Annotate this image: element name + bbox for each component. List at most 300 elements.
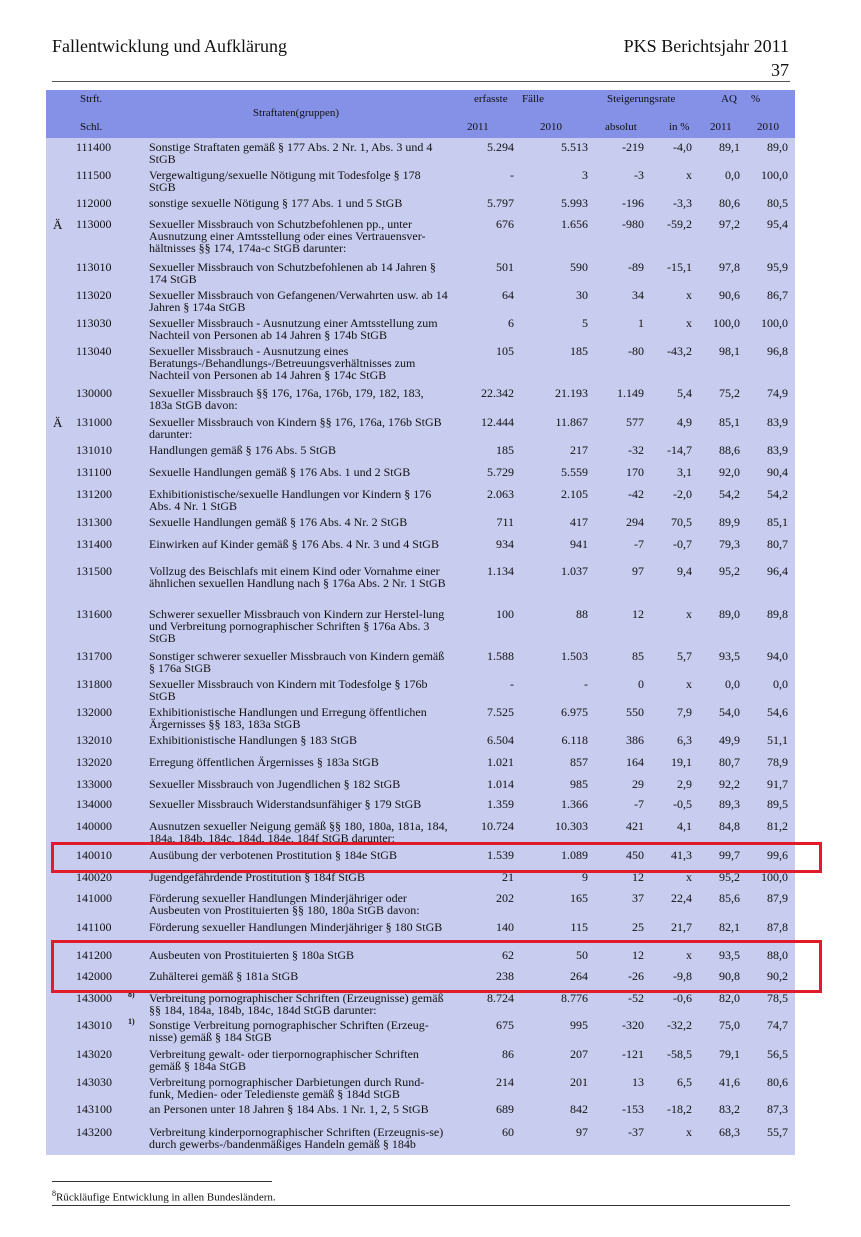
row-cases-2010: 30 <box>576 288 588 302</box>
row-cases-2010: 9 <box>582 870 588 884</box>
row-clearance-2010: 74,9 <box>767 386 788 400</box>
row-change-absolute: -196 <box>622 196 644 210</box>
row-change-absolute: 294 <box>626 515 644 529</box>
row-change-percent: 5,4 <box>677 386 692 400</box>
row-change-percent: 4,1 <box>677 819 692 833</box>
row-change-absolute: 577 <box>626 415 644 429</box>
col-in-pct: in % <box>669 121 690 133</box>
row-cases-2010: 2.105 <box>561 487 588 501</box>
row-clearance-2011: 82,1 <box>719 920 740 934</box>
table-header <box>46 90 795 138</box>
row-cases-2011: 1.134 <box>487 564 514 578</box>
row-cases-2010: 207 <box>570 1047 588 1061</box>
row-clearance-2010: 78,9 <box>767 755 788 769</box>
row-clearance-2011: 90,6 <box>719 288 740 302</box>
row-change-absolute: -7 <box>634 797 644 811</box>
row-code: 131200 <box>76 487 112 501</box>
row-description: Sexuelle Handlungen gemäß § 176 Abs. 4 Nr. 2 StGB <box>149 515 408 529</box>
row-change-percent: -9,8 <box>673 969 692 983</box>
row-change-percent: 3,1 <box>677 465 692 479</box>
row-cases-2011: 5.729 <box>487 465 514 479</box>
row-clearance-2010: 88,0 <box>767 948 788 962</box>
row-code: 131400 <box>76 537 112 551</box>
row-cases-2011: 100 <box>496 607 514 621</box>
row-clearance-2011: 89,0 <box>719 607 740 621</box>
row-clearance-2011: 98,1 <box>719 344 740 358</box>
col-steigerungsrate: Steigerungsrate <box>607 93 676 105</box>
row-cases-2010: 842 <box>570 1102 588 1116</box>
row-clearance-2011: 92,2 <box>719 777 740 791</box>
row-change-absolute: 37 <box>632 891 644 905</box>
row-cases-2010: 5.559 <box>561 465 588 479</box>
row-clearance-2010: 87,9 <box>767 891 788 905</box>
row-change-absolute: 12 <box>632 948 644 962</box>
col-straftaten: Straftaten(gruppen) <box>252 107 340 119</box>
header-rule <box>52 81 790 82</box>
row-change-absolute: 25 <box>632 920 644 934</box>
row-description: sonstige sexuelle Nötigung § 177 Abs. 1 und 5 StGB <box>149 196 403 210</box>
row-change-percent: -18,2 <box>667 1102 692 1116</box>
row-clearance-2010: 90,4 <box>767 465 788 479</box>
row-cases-2010: 590 <box>570 260 588 274</box>
row-clearance-2011: 41,6 <box>719 1075 740 1089</box>
row-change-percent: -0,5 <box>673 797 692 811</box>
row-code: 143010 <box>76 1018 112 1032</box>
row-clearance-2010: 94,0 <box>767 649 788 663</box>
col-faelle: Fälle <box>522 93 544 105</box>
row-cases-2011: 1.588 <box>487 649 514 663</box>
row-description: Exhibitionistische Handlungen § 183 StGB <box>149 733 357 747</box>
row-description: Sonstige Verbreitung pornographischer Schriften (Erzeug-nisse) gemäß § 184 StGB <box>149 1018 429 1044</box>
row-clearance-2010: 54,2 <box>767 487 788 501</box>
row-change-percent: x <box>686 1125 692 1139</box>
row-change-absolute: -26 <box>628 969 644 983</box>
row-change-percent: x <box>686 948 692 962</box>
row-description: Sexueller Missbrauch §§ 176, 176a, 176b, 179, 182, 183, 183a StGB davon: <box>149 386 424 412</box>
row-change-absolute: 1.149 <box>617 386 644 400</box>
row-cases-2010: 165 <box>570 891 588 905</box>
row-description: Förderung sexueller Handlungen Minderjähriger oder Ausbeuten von Prostituierten §§ 180, 180a StGB davon: <box>149 891 420 917</box>
row-clearance-2010: 80,7 <box>767 537 788 551</box>
row-description: Exhibitionistische Handlungen und Erregung öffentlichen Ärgernisses §§ 183, 183a StGB <box>149 705 427 731</box>
row-code: 111400 <box>76 140 112 154</box>
row-description: Zuhälterei gemäß § 181a StGB <box>149 969 299 983</box>
row-code: 141100 <box>76 920 112 934</box>
row-clearance-2011: 0,0 <box>725 677 740 691</box>
row-clearance-2011: 97,2 <box>719 217 740 231</box>
col-strft: Strft. <box>80 93 103 105</box>
row-cases-2010: 115 <box>570 920 588 934</box>
row-cases-2010: 995 <box>570 1018 588 1032</box>
row-change-absolute: 97 <box>632 564 644 578</box>
footnote <box>52 1189 276 1204</box>
row-description: Sexueller Missbrauch Widerstandsunfähiger § 179 StGB <box>149 797 422 811</box>
row-clearance-2010: 100,0 <box>761 316 788 330</box>
row-clearance-2010: 100,0 <box>761 168 788 182</box>
bottom-rule <box>52 1205 790 1206</box>
highlight-box-140010 <box>51 842 822 873</box>
row-change-absolute: 164 <box>626 755 644 769</box>
row-cases-2011: 934 <box>496 537 514 551</box>
col-2010: 2010 <box>540 121 562 133</box>
row-clearance-2011: 89,9 <box>719 515 740 529</box>
row-change-absolute: 85 <box>632 649 644 663</box>
row-cases-2011: 238 <box>496 969 514 983</box>
row-cases-2011: 711 <box>496 515 514 529</box>
row-code: 141000 <box>76 891 112 905</box>
row-clearance-2011: 85,6 <box>719 891 740 905</box>
row-clearance-2011: 85,1 <box>719 415 740 429</box>
row-description: Sexueller Missbrauch von Schutzbefohlenen ab 14 Jahren § 174 StGB <box>149 260 436 286</box>
row-code: 131100 <box>76 465 112 479</box>
row-description: Sexueller Missbrauch - Ausnutzung einer Amtsstellung zum Nachteil von Personen ab 14 Jahren § 174b StGB <box>149 316 438 342</box>
row-cases-2010: 97 <box>576 1125 588 1139</box>
row-code: 132010 <box>76 733 112 747</box>
row-code: 131700 <box>76 649 112 663</box>
row-cases-2011: 105 <box>496 344 514 358</box>
row-cases-2010: 1.656 <box>561 217 588 231</box>
row-clearance-2010: 89,0 <box>767 140 788 154</box>
row-clearance-2010: 81,2 <box>767 819 788 833</box>
row-description: Sexueller Missbrauch von Jugendlichen § 182 StGB <box>149 777 401 791</box>
row-change-percent: -3,3 <box>673 196 692 210</box>
row-description: Schwerer sexueller Missbrauch von Kindern zur Herstel-lung und Verbreitung pornographischer Schriften § 176a Abs. 3 StGB <box>149 607 445 645</box>
row-cases-2011: 6 <box>508 316 514 330</box>
row-clearance-2010: 80,6 <box>767 1075 788 1089</box>
col-aq: AQ <box>721 93 737 105</box>
row-cases-2011: 202 <box>496 891 514 905</box>
row-code: 141200 <box>76 948 112 962</box>
row-clearance-2010: 100,0 <box>761 870 788 884</box>
row-change-percent: 7,9 <box>677 705 692 719</box>
row-change-absolute: -219 <box>622 140 644 154</box>
row-change-absolute: 13 <box>632 1075 644 1089</box>
row-cases-2011: 10.724 <box>481 819 514 833</box>
row-code: 143200 <box>76 1125 112 1139</box>
row-change-percent: -59,2 <box>667 217 692 231</box>
row-cases-2011: 12.444 <box>481 415 514 429</box>
row-change-absolute: 170 <box>626 465 644 479</box>
row-cases-2011: 5.294 <box>487 140 514 154</box>
page-header-report: PKS Berichtsjahr 2011 <box>623 36 789 56</box>
row-cases-2010: 857 <box>570 755 588 769</box>
row-code: 131600 <box>76 607 112 621</box>
row-clearance-2011: 93,5 <box>719 948 740 962</box>
row-cases-2010: 1.503 <box>561 649 588 663</box>
row-cases-2011: - <box>510 168 514 182</box>
row-code: 142000 <box>76 969 112 983</box>
row-description: Sexueller Missbrauch von Gefangenen/Verwahrten usw. ab 14 Jahren § 174a StGB <box>149 288 448 314</box>
row-clearance-2011: 95,2 <box>719 564 740 578</box>
row-clearance-2010: 90,2 <box>767 969 788 983</box>
row-description: Ausnutzen sexueller Neigung gemäß §§ 180, 180a, 181a, 184, 184a, 184b, 184c, 184d, 184e, 184f StGB darunter: <box>149 819 448 845</box>
row-change-absolute: -80 <box>628 344 644 358</box>
row-clearance-2011: 82,0 <box>719 991 740 1005</box>
row-code: 140010 <box>76 848 112 862</box>
row-description: Ausbeuten von Prostituierten § 180a StGB <box>149 948 354 962</box>
row-clearance-2011: 68,3 <box>719 1125 740 1139</box>
row-cases-2010: 88 <box>576 607 588 621</box>
row-cases-2010: 217 <box>570 443 588 457</box>
row-cases-2011: - <box>510 677 514 691</box>
row-clearance-2010: 74,7 <box>767 1018 788 1032</box>
crime-statistics-table <box>46 90 795 1155</box>
row-description: Vergewaltigung/sexuelle Nötigung mit Todesfolge § 178 StGB <box>149 168 421 194</box>
row-clearance-2010: 80,5 <box>767 196 788 210</box>
row-cases-2010: 6.975 <box>561 705 588 719</box>
row-clearance-2010: 83,9 <box>767 415 788 429</box>
row-description: Förderung sexueller Handlungen Minderjähriger § 180 StGB <box>149 920 443 934</box>
row-change-percent: -0,7 <box>673 537 692 551</box>
row-clearance-2010: 55,7 <box>767 1125 788 1139</box>
row-change-percent: 6,5 <box>677 1075 692 1089</box>
row-clearance-2010: 89,5 <box>767 797 788 811</box>
row-change-percent: x <box>686 168 692 182</box>
row-change-absolute: 386 <box>626 733 644 747</box>
row-cases-2011: 60 <box>502 1125 514 1139</box>
row-clearance-2010: 51,1 <box>767 733 788 747</box>
row-cases-2011: 1.359 <box>487 797 514 811</box>
row-change-percent: -32,2 <box>667 1018 692 1032</box>
row-code: 113000 <box>76 217 112 231</box>
row-clearance-2011: 88,6 <box>719 443 740 457</box>
row-change-absolute: 12 <box>632 870 644 884</box>
row-code: 131300 <box>76 515 112 529</box>
row-change-percent: 19,1 <box>671 755 692 769</box>
row-change-percent: -58,5 <box>667 1047 692 1061</box>
row-code: 131500 <box>76 564 112 578</box>
row-clearance-2011: 90,8 <box>719 969 740 983</box>
row-change-absolute: -980 <box>622 217 644 231</box>
row-clearance-2011: 97,8 <box>719 260 740 274</box>
row-change-absolute: -3 <box>634 168 644 182</box>
row-change-percent: 70,5 <box>671 515 692 529</box>
row-code: 113020 <box>76 288 112 302</box>
row-description: Sexueller Missbrauch von Kindern mit Todesfolge § 176b StGB <box>149 677 428 703</box>
row-cases-2011: 8.724 <box>487 991 514 1005</box>
row-clearance-2010: 95,4 <box>767 217 788 231</box>
row-clearance-2010: 54,6 <box>767 705 788 719</box>
row-change-percent: 41,3 <box>671 848 692 862</box>
row-clearance-2010: 99,6 <box>767 848 788 862</box>
row-clearance-2011: 95,2 <box>719 870 740 884</box>
row-change-absolute: -32 <box>628 443 644 457</box>
row-cases-2010: 50 <box>576 948 588 962</box>
row-change-absolute: 0 <box>638 677 644 691</box>
row-cases-2011: 22.342 <box>481 386 514 400</box>
row-clearance-2011: 93,5 <box>719 649 740 663</box>
col-aq-2010: 2010 <box>757 121 779 133</box>
row-cases-2010: 5.993 <box>561 196 588 210</box>
row-description: Verbreitung pornographischer Darbietungen durch Rund-funk, Medien- oder Teledienste gemäß § 184d StGB <box>149 1075 425 1101</box>
row-cases-2011: 185 <box>496 443 514 457</box>
row-change-percent: 22,4 <box>671 891 692 905</box>
row-clearance-2010: 0,0 <box>773 677 788 691</box>
row-cases-2010: 8.776 <box>561 991 588 1005</box>
row-clearance-2011: 75,0 <box>719 1018 740 1032</box>
row-cases-2010: 264 <box>570 969 588 983</box>
row-cases-2010: 3 <box>582 168 588 182</box>
row-change-percent: 2,9 <box>677 777 692 791</box>
row-clearance-2011: 80,6 <box>719 196 740 210</box>
row-cases-2011: 86 <box>502 1047 514 1061</box>
row-description: Sexuelle Handlungen gemäß § 176 Abs. 1 und 2 StGB <box>149 465 411 479</box>
row-code: 131800 <box>76 677 112 691</box>
row-clearance-2010: 86,7 <box>767 288 788 302</box>
row-description: Sexueller Missbrauch - Ausnutzung eines Beratungs-/Behandlungs-/Betreuungsverhältnisses zum Nachteil von Personen ab 14 Jahren § 174c StGB <box>149 344 416 382</box>
footnote-text: Rückläufige Entwicklung in allen Bundesländern. <box>56 1191 276 1204</box>
col-aq-2011: 2011 <box>710 121 732 133</box>
row-cases-2011: 1.021 <box>487 755 514 769</box>
row-cases-2010: 1.037 <box>561 564 588 578</box>
row-clearance-2010: 89,8 <box>767 607 788 621</box>
row-code: 113030 <box>76 316 112 330</box>
row-clearance-2010: 87,8 <box>767 920 788 934</box>
row-change-absolute: 29 <box>632 777 644 791</box>
row-clearance-2010: 96,4 <box>767 564 788 578</box>
row-clearance-2011: 80,7 <box>719 755 740 769</box>
row-description: Jugendgefährdende Prostitution § 184f StGB <box>149 870 365 884</box>
footnote-marker: 8 <box>52 1189 56 1198</box>
row-marker: Ä <box>53 415 63 430</box>
row-clearance-2011: 100,0 <box>713 316 740 330</box>
row-cases-2011: 1.014 <box>487 777 514 791</box>
row-clearance-2011: 54,2 <box>719 487 740 501</box>
row-code: 143000 <box>76 991 112 1005</box>
col-absolut: absolut <box>605 121 637 133</box>
row-description: Sexueller Missbrauch von Kindern §§ 176, 176a, 176b StGB darunter: <box>149 415 442 441</box>
row-change-percent: x <box>686 677 692 691</box>
row-code: 112000 <box>76 196 112 210</box>
row-cases-2011: 21 <box>502 870 514 884</box>
row-description: Handlungen gemäß § 176 Abs. 5 StGB <box>149 443 336 457</box>
row-cases-2010: 201 <box>570 1075 588 1089</box>
row-change-absolute: 550 <box>626 705 644 719</box>
page-number: 37 <box>771 60 789 80</box>
row-clearance-2011: 92,0 <box>719 465 740 479</box>
row-footnote-ref: 1) <box>128 1017 135 1026</box>
row-clearance-2011: 83,2 <box>719 1102 740 1116</box>
row-clearance-2011: 99,7 <box>719 848 740 862</box>
row-clearance-2010: 95,9 <box>767 260 788 274</box>
row-clearance-2011: 49,9 <box>719 733 740 747</box>
row-change-percent: -0,6 <box>673 991 692 1005</box>
row-description: Vollzug des Beischlafs mit einem Kind oder Vornahme einer ähnlichen sexuellen Handlung nach § 176a Abs. 2 Nr. 1 StGB <box>149 564 446 590</box>
row-change-percent: x <box>686 607 692 621</box>
row-clearance-2010: 91,7 <box>767 777 788 791</box>
row-change-absolute: 450 <box>626 848 644 862</box>
row-code: 132020 <box>76 755 112 769</box>
row-clearance-2010: 87,3 <box>767 1102 788 1116</box>
row-change-absolute: -52 <box>628 991 644 1005</box>
row-clearance-2011: 79,3 <box>719 537 740 551</box>
row-change-percent: -14,7 <box>667 443 692 457</box>
row-change-percent: x <box>686 288 692 302</box>
row-change-absolute: -7 <box>634 537 644 551</box>
row-description: Erregung öffentlichen Ärgernisses § 183a StGB <box>149 755 379 769</box>
row-clearance-2010: 85,1 <box>767 515 788 529</box>
row-change-percent: 6,3 <box>677 733 692 747</box>
row-cases-2010: 941 <box>570 537 588 551</box>
row-description: Verbreitung gewalt- oder tierpornographischer Schriften gemäß § 184a StGB <box>149 1047 419 1073</box>
row-cases-2010: 185 <box>570 344 588 358</box>
row-code: 131010 <box>76 443 112 457</box>
col-schl: Schl. <box>80 121 103 133</box>
row-clearance-2010: 83,9 <box>767 443 788 457</box>
col-2011: 2011 <box>467 121 489 133</box>
row-description: an Personen unter 18 Jahren § 184 Abs. 1 Nr. 1, 2, 5 StGB <box>149 1102 429 1116</box>
row-cases-2011: 7.525 <box>487 705 514 719</box>
row-code: 133000 <box>76 777 112 791</box>
col-aq-pct: % <box>751 93 761 105</box>
row-code: 132000 <box>76 705 112 719</box>
row-change-absolute: -121 <box>622 1047 644 1061</box>
row-change-percent: 9,4 <box>677 564 692 578</box>
row-description: Einwirken auf Kinder gemäß § 176 Abs. 4 Nr. 3 und 4 StGB <box>149 537 439 551</box>
row-cases-2010: 21.193 <box>555 386 588 400</box>
row-description: Sonstiger schwerer sexueller Missbrauch von Kindern gemäß § 176a StGB <box>149 649 445 675</box>
row-clearance-2011: 0,0 <box>725 168 740 182</box>
row-description: Sexueller Missbrauch von Schutzbefohlenen pp., unter Ausnutzung einer Amtsstellung oder eines Vertrauensver-hältnisses §§ 174, 174a-c StGB darunter: <box>149 217 426 255</box>
row-cases-2011: 1.539 <box>487 848 514 862</box>
footnote-rule <box>52 1181 272 1182</box>
row-description: Exhibitionistische/sexuelle Handlungen vor Kindern § 176 Abs. 4 Nr. 1 StGB <box>149 487 432 513</box>
row-change-percent: -2,0 <box>673 487 692 501</box>
row-cases-2011: 62 <box>502 948 514 962</box>
row-change-percent: -43,2 <box>667 344 692 358</box>
row-marker: Ä <box>53 217 63 232</box>
row-clearance-2011: 79,1 <box>719 1047 740 1061</box>
row-change-absolute: -153 <box>622 1102 644 1116</box>
highlight-box-141200-142000 <box>51 940 822 993</box>
row-clearance-2011: 89,1 <box>719 140 740 154</box>
row-description: Verbreitung kinderpornographischer Schriften (Erzeugnis-se) durch gewerbs-/bandenmäßiges Handeln gemäß § 184b <box>149 1125 444 1151</box>
row-clearance-2010: 56,5 <box>767 1047 788 1061</box>
row-description: Sonstige Straftaten gemäß § 177 Abs. 2 Nr. 1, Abs. 3 und 4 StGB <box>149 140 433 166</box>
row-cases-2011: 689 <box>496 1102 514 1116</box>
row-code: 113040 <box>76 344 112 358</box>
row-clearance-2011: 89,3 <box>719 797 740 811</box>
row-code: 131000 <box>76 415 112 429</box>
row-code: 143030 <box>76 1075 112 1089</box>
row-clearance-2010: 78,5 <box>767 991 788 1005</box>
row-code: 143100 <box>76 1102 112 1116</box>
row-description: Verbreitung pornographischer Schriften (Erzeugnisse) gemäß §§ 184, 184a, 184b, 184c, 184d StGB darunter: <box>149 991 444 1017</box>
row-change-percent: 4,9 <box>677 415 692 429</box>
row-change-absolute: 1 <box>638 316 644 330</box>
row-cases-2010: 1.366 <box>561 797 588 811</box>
row-cases-2011: 64 <box>502 288 514 302</box>
row-change-percent: x <box>686 316 692 330</box>
row-cases-2010: - <box>584 677 588 691</box>
row-change-absolute: 34 <box>632 288 644 302</box>
row-cases-2010: 417 <box>570 515 588 529</box>
row-cases-2011: 5.797 <box>487 196 514 210</box>
row-code: 140020 <box>76 870 112 884</box>
row-cases-2010: 10.303 <box>555 819 588 833</box>
row-change-absolute: 12 <box>632 607 644 621</box>
row-code: 140000 <box>76 819 112 833</box>
row-cases-2010: 6.118 <box>561 733 588 747</box>
col-erfasste: erfasste <box>474 93 508 105</box>
row-change-percent: -15,1 <box>667 260 692 274</box>
row-cases-2011: 675 <box>496 1018 514 1032</box>
row-change-absolute: -37 <box>628 1125 644 1139</box>
row-clearance-2011: 84,8 <box>719 819 740 833</box>
row-change-percent: -4,0 <box>673 140 692 154</box>
row-cases-2010: 1.089 <box>561 848 588 862</box>
row-clearance-2011: 75,2 <box>719 386 740 400</box>
